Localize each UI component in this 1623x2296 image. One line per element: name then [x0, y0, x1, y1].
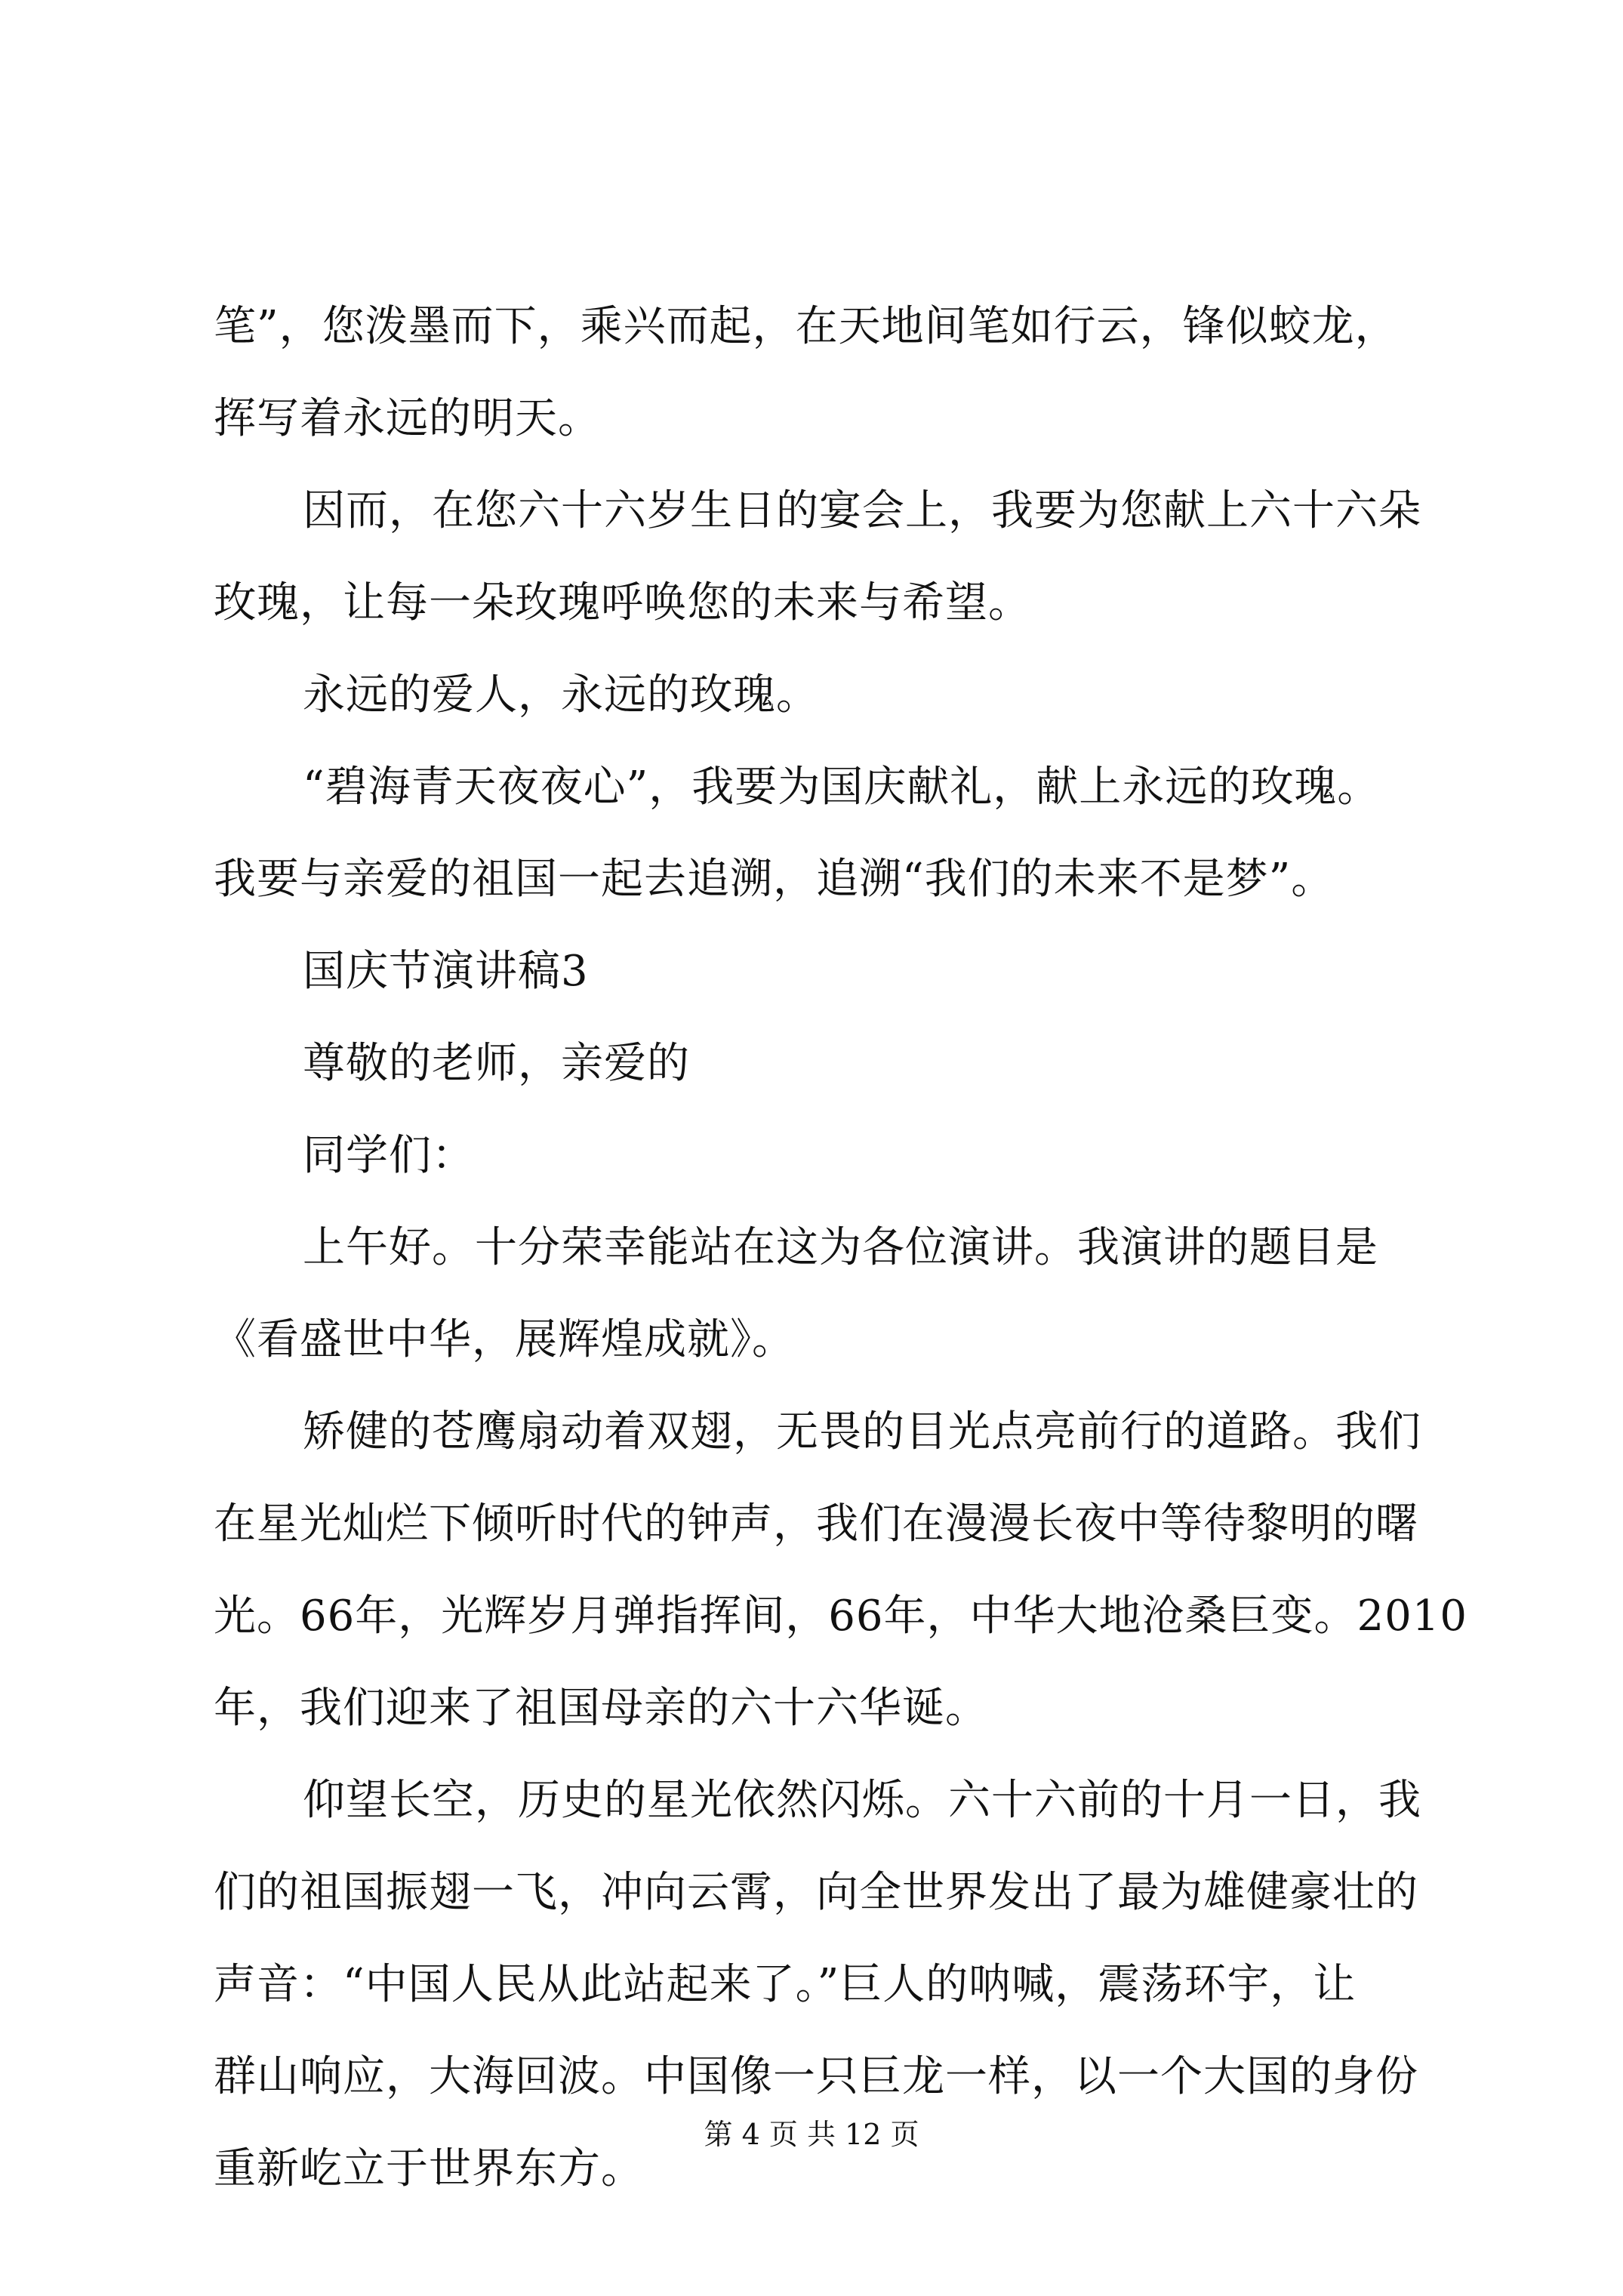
text-line-2: 挥写着永远的明天。: [214, 394, 601, 443]
text-line-6: “碧海青天夜夜心”，我要为国庆献礼，献上永远的玫瑰。: [303, 763, 1381, 812]
text-line-11: 上午好。十分荣幸能站在这为各位演讲。我演讲的题目是: [303, 1223, 1378, 1272]
text-line-17: 仰望长空，历史的星光依然闪烁。六十六前的十月一日，我: [303, 1776, 1421, 1825]
text-line-21: 重新屹立于世界东方。: [214, 2144, 644, 2193]
text-line-12: 《看盛世中华，展辉煌成就》。: [214, 1315, 795, 1364]
text-line-13: 矫健的苍鹰扇动着双翅，无畏的目光点亮前行的道路。我们: [303, 1407, 1421, 1456]
page-footer: [0, 2116, 1623, 2153]
document-body: [214, 281, 1468, 2215]
text-line-3: 因而，在您六十六岁生日的宴会上，我要为您献上六十六朵: [303, 486, 1421, 535]
section-heading: 国庆节演讲稿3: [303, 947, 589, 996]
text-line-4: 玫瑰，让每一朵玫瑰呼唤您的未来与希望。: [214, 578, 1031, 627]
text-line-14: 在星光灿烂下倾听时代的钟声，我们在漫漫长夜中等待黎明的曙: [214, 1499, 1418, 1549]
text-line-5: 永远的爱人，永远的玫瑰。: [303, 670, 819, 720]
text-line-10: 同学们：: [303, 1131, 475, 1180]
text-line-7: 我要与亲爱的祖国一起去追溯，追溯“我们的未来不是梦”。: [214, 855, 1335, 904]
text-line-19: 声音：“中国人民从此站起来了。”巨人的呐喊，震荡环宇，让: [214, 1960, 1357, 2009]
text-line-15: 光。66年，光辉岁月弹指挥间，66年，中华大地沧桑巨变。2010: [214, 1592, 1468, 1641]
text-line-1: 笔”，您泼墨而下，乘兴而起，在天地间笔如行云，锋似蛟龙，: [214, 302, 1398, 351]
page-number-label: 第 4 页 共 12 页: [704, 2118, 919, 2151]
text-line-18: 们的祖国振翅一飞，冲向云霄，向全世界发出了最为雄健豪壮的: [214, 1868, 1418, 1917]
text-line-9: 尊敬的老师，亲爱的: [303, 1039, 690, 1088]
text-line-20: 群山响应，大海回波。中国像一只巨龙一样，以一个大国的身份: [214, 2052, 1418, 2101]
text-line-16: 年，我们迎来了祖国母亲的六十六华诞。: [214, 1684, 988, 1733]
